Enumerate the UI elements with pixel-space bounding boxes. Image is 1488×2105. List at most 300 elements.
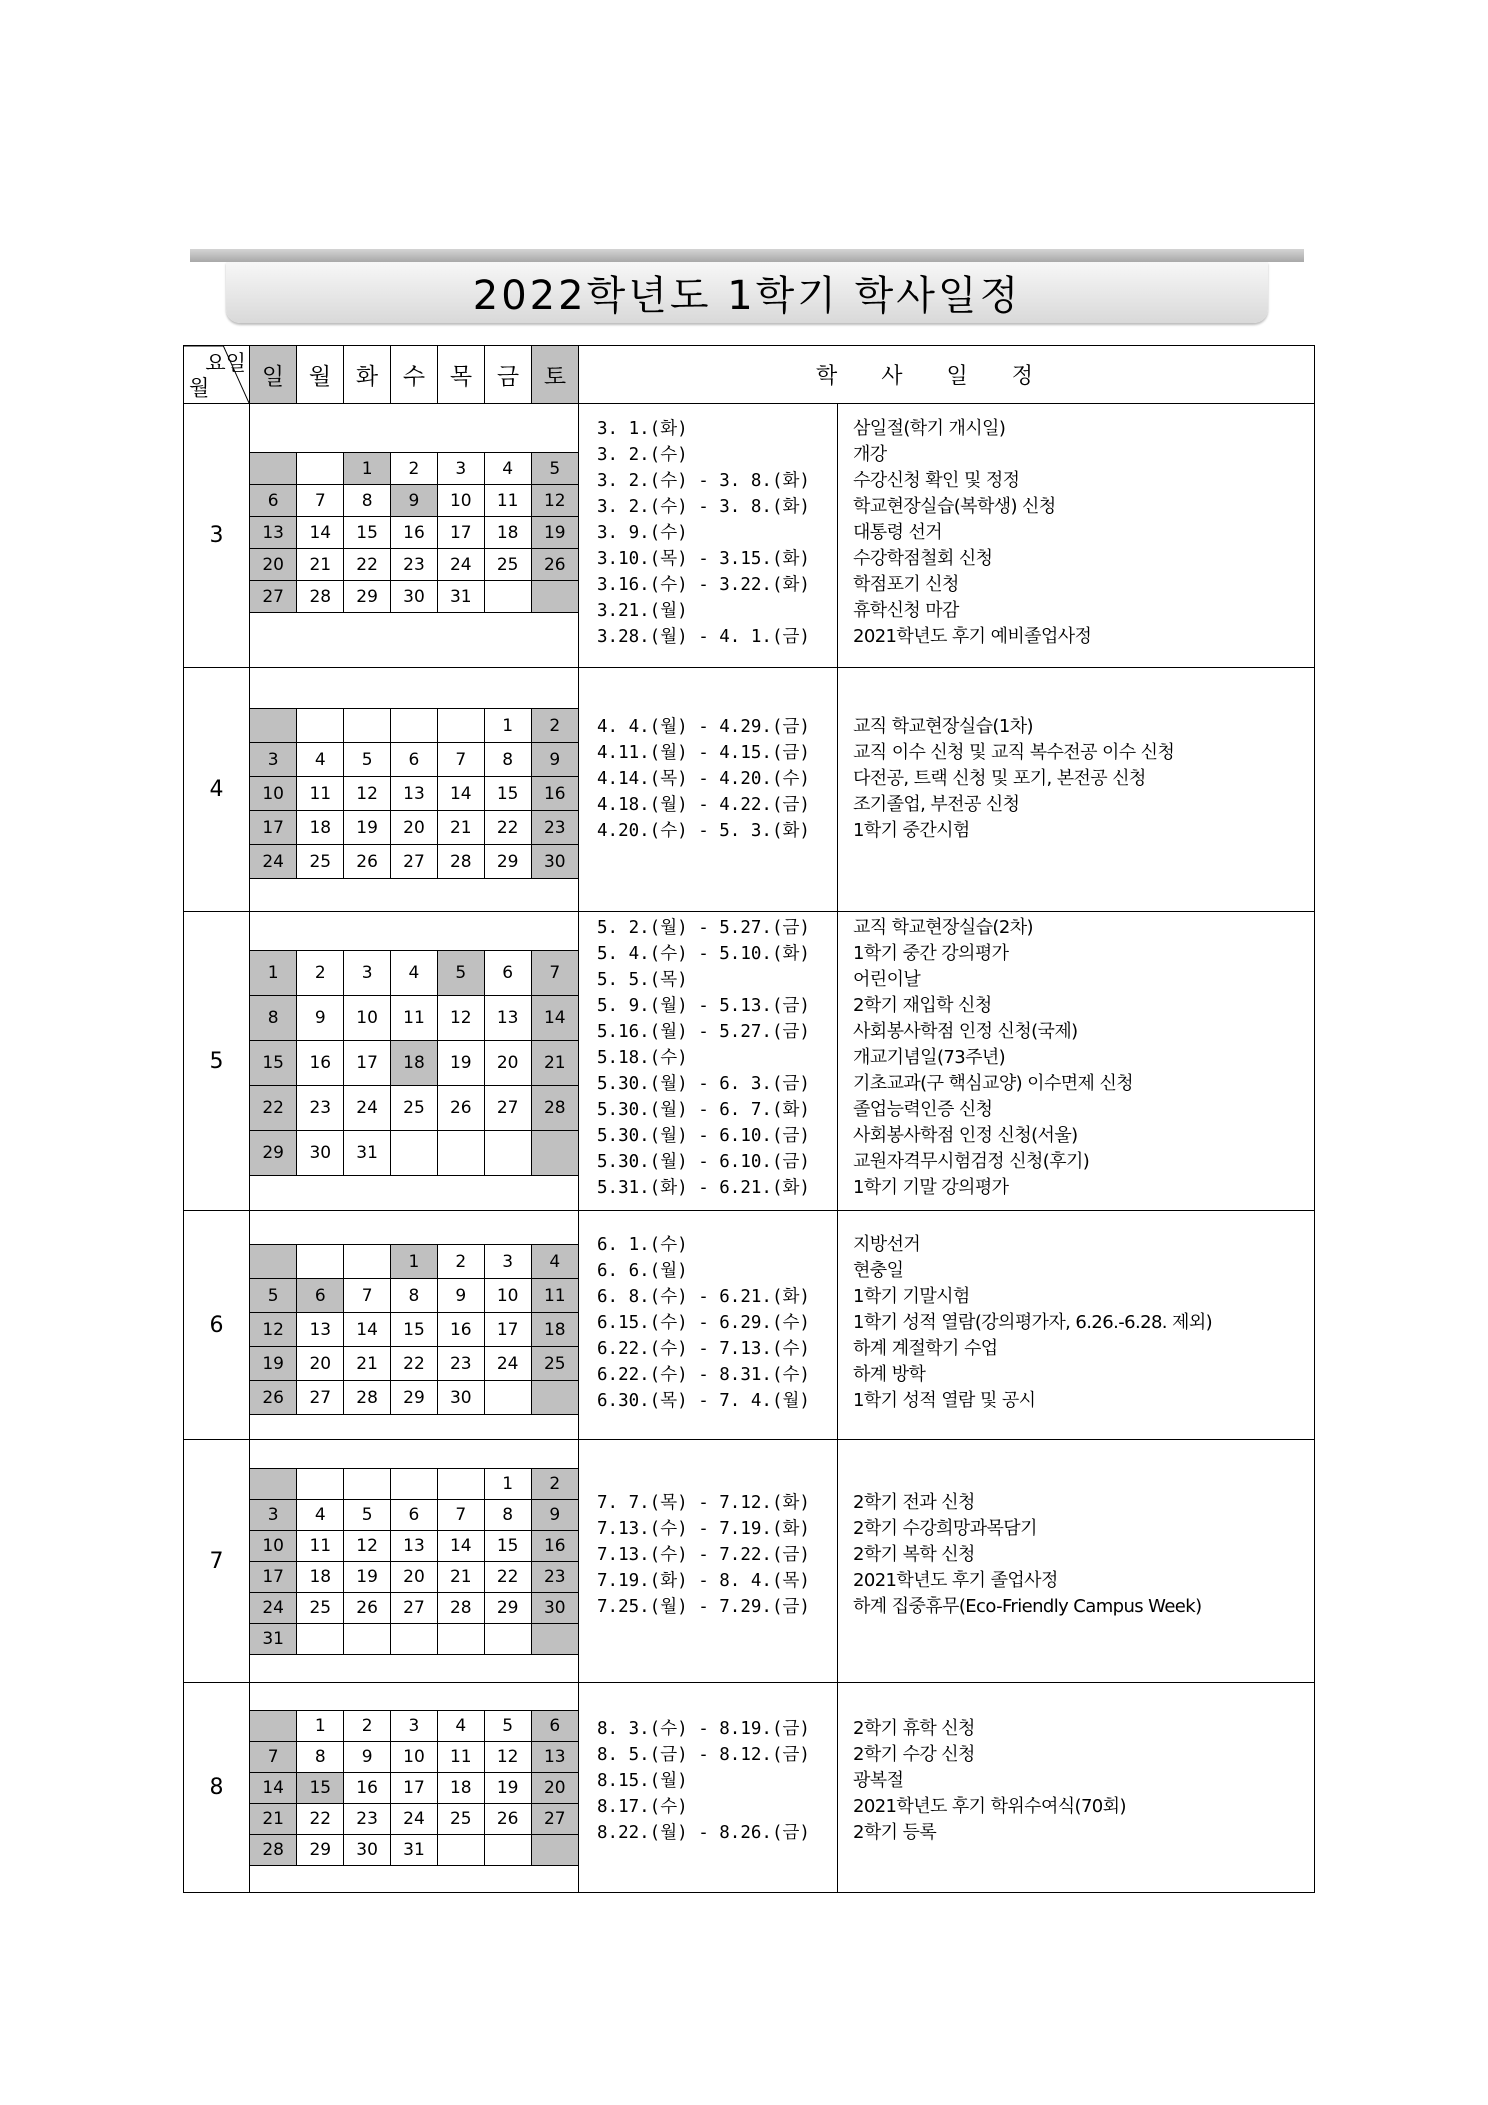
calendar-day: 10 [250, 1530, 297, 1561]
calendar-day: 12 [344, 1530, 391, 1561]
calendar-day: 27 [391, 1592, 438, 1623]
day-header-thu: 목 [438, 346, 485, 404]
event-date: 4.11.(월) - 4.15.(금) [597, 743, 810, 763]
calendar-week [250, 1835, 578, 1866]
event-description: 수강신청 확인 및 정정 [853, 470, 1020, 491]
calendar-day: 27 [250, 581, 297, 613]
event-date: 8.22.(월) - 8.26.(금) [597, 1823, 810, 1843]
event-date: 5.16.(월) - 5.27.(금) [597, 1022, 810, 1042]
day-header-wed: 수 [391, 346, 438, 404]
event-date: 4.18.(월) - 4.22.(금) [597, 795, 810, 815]
calendar-week [250, 1804, 578, 1835]
event-description: 광복절 [853, 1770, 904, 1791]
event-date: 5. 5.(목) [597, 970, 688, 990]
event-description: 대통령 선거 [853, 522, 943, 543]
calendar-day: 18 [437, 1773, 484, 1804]
calendar-week [250, 1773, 578, 1804]
calendar-day: 6 [391, 1499, 438, 1530]
calendar-day [531, 581, 578, 613]
calendar-spacer [250, 1866, 578, 1892]
calendar-spacer [250, 912, 578, 950]
event-date: 5.30.(월) - 6.10.(금) [597, 1152, 810, 1172]
calendar-week [250, 709, 578, 743]
calendar-day: 20 [250, 549, 297, 581]
calendar-week [250, 777, 578, 811]
calendar-spacer [250, 1216, 578, 1245]
title-banner [190, 249, 1304, 323]
calendar-day-empty [437, 1468, 484, 1499]
event-descriptions [838, 1211, 1315, 1440]
calendar-week [250, 1561, 578, 1592]
calendar-day: 15 [484, 1530, 531, 1561]
event-date: 6.22.(수) - 8.31.(수) [597, 1365, 810, 1385]
calendar-day: 13 [297, 1313, 344, 1347]
calendar-day: 22 [297, 1804, 344, 1835]
calendar-week [250, 453, 578, 485]
calendar-week [250, 1085, 578, 1130]
calendar-day [250, 1468, 297, 1499]
event-date: 7.13.(수) - 7.19.(화) [597, 1519, 810, 1539]
calendar-day: 3 [250, 1499, 297, 1530]
calendar-week [250, 485, 578, 517]
calendar-week [250, 1623, 578, 1654]
calendar-day: 11 [437, 1742, 484, 1773]
calendar-day: 31 [344, 1130, 391, 1175]
event-description: 2021학년도 후기 예비졸업사정 [853, 626, 1092, 647]
calendar-day: 24 [484, 1347, 531, 1381]
calendar-day: 18 [297, 1561, 344, 1592]
mini-calendar [250, 1684, 578, 1892]
calendar-day: 15 [391, 1313, 438, 1347]
calendar-week [250, 1711, 578, 1742]
event-descriptions [838, 1440, 1315, 1683]
calendar-day: 3 [437, 453, 484, 485]
calendar-day: 27 [297, 1381, 344, 1415]
calendar-day: 1 [391, 1245, 438, 1279]
month-row [184, 1683, 1315, 1893]
calendar-day: 25 [437, 1804, 484, 1835]
calendar-day: 19 [484, 1773, 531, 1804]
calendar-day: 21 [297, 549, 344, 581]
calendar-day: 7 [437, 1499, 484, 1530]
event-date: 4. 4.(월) - 4.29.(금) [597, 717, 810, 737]
calendar-day: 16 [531, 777, 578, 811]
mini-calendar [250, 912, 578, 1210]
calendar-week [250, 517, 578, 549]
calendar-week [250, 1130, 578, 1175]
event-date: 3. 2.(수) - 3. 8.(화) [597, 471, 810, 491]
calendar-day: 9 [531, 1499, 578, 1530]
calendar-day: 16 [437, 1313, 484, 1347]
event-description: 하계 계절학기 수업 [853, 1338, 998, 1359]
calendar-day: 5 [484, 1711, 531, 1742]
event-date: 3.16.(수) - 3.22.(화) [597, 575, 810, 595]
event-date: 5.30.(월) - 6. 7.(화) [597, 1100, 810, 1120]
calendar-day: 7 [297, 485, 344, 517]
calendar-day: 10 [484, 1279, 531, 1313]
calendar-day: 26 [344, 1592, 391, 1623]
calendar-day-empty [391, 1468, 438, 1499]
event-description: 지방선거 [853, 1234, 921, 1255]
event-date: 6.22.(수) - 7.13.(수) [597, 1339, 810, 1359]
calendar-day: 23 [344, 1804, 391, 1835]
calendar-day: 30 [297, 1130, 344, 1175]
calendar-day: 26 [250, 1381, 297, 1415]
event-description: 수강학점철회 신청 [853, 548, 993, 569]
calendar-day: 1 [484, 709, 531, 743]
calendar-day-empty [297, 1245, 344, 1279]
event-description: 삼일절(학기 개시일) [853, 418, 1006, 439]
calendar-day: 31 [250, 1623, 297, 1654]
calendar-day: 11 [484, 485, 531, 517]
calendar-day: 2 [437, 1245, 484, 1279]
mini-calendar-cell [250, 1683, 579, 1893]
event-description: 2021학년도 후기 학위수여식(70회) [853, 1796, 1126, 1817]
calendar-day: 9 [391, 485, 438, 517]
calendar-day: 24 [344, 1085, 391, 1130]
calendar-day [531, 1381, 578, 1415]
calendar-day: 8 [297, 1742, 344, 1773]
calendar-day-empty [391, 709, 438, 743]
calendar-day: 11 [297, 1530, 344, 1561]
calendar-day-empty [484, 1130, 531, 1175]
calendar-day: 29 [484, 845, 531, 879]
calendar-day: 7 [437, 743, 484, 777]
calendar-day: 5 [250, 1279, 297, 1313]
calendar-day: 3 [484, 1245, 531, 1279]
event-date: 3.28.(월) - 4. 1.(금) [597, 627, 810, 647]
mini-calendar-cell [250, 912, 579, 1211]
calendar-week [250, 950, 578, 995]
month-row [184, 668, 1315, 912]
event-date: 3.10.(목) - 3.15.(화) [597, 549, 810, 569]
event-description: 1학기 성적 열람(강의평가자, 6.26.-6.28. 제외) [853, 1312, 1213, 1333]
event-description: 1학기 성적 열람 및 공시 [853, 1390, 1036, 1411]
calendar-day: 17 [391, 1773, 438, 1804]
calendar-spacer [250, 1654, 578, 1682]
calendar-day: 7 [531, 950, 578, 995]
calendar-day: 3 [250, 743, 297, 777]
calendar-week [250, 1040, 578, 1085]
calendar-day: 15 [484, 777, 531, 811]
mini-calendar-cell [250, 1440, 579, 1683]
calendar-day: 9 [344, 1742, 391, 1773]
calendar-day-empty [297, 453, 344, 485]
event-dates [579, 912, 838, 1211]
calendar-day: 24 [250, 1592, 297, 1623]
calendar-day: 10 [391, 1742, 438, 1773]
calendar-day: 11 [531, 1279, 578, 1313]
event-date: 7.19.(화) - 8. 4.(목) [597, 1571, 810, 1591]
event-descriptions [838, 404, 1315, 668]
calendar-day: 1 [297, 1711, 344, 1742]
calendar-day-empty [437, 1130, 484, 1175]
calendar-spacer [250, 1175, 578, 1210]
mini-calendar [250, 435, 578, 637]
calendar-day-empty [344, 1623, 391, 1654]
calendar-spacer [250, 879, 578, 905]
calendar-day: 29 [297, 1835, 344, 1866]
calendar-day: 9 [437, 1279, 484, 1313]
calendar-day: 11 [297, 777, 344, 811]
event-description: 조기졸업, 부전공 신청 [853, 794, 1020, 815]
page-title: 2022학년도 1학기 학사일정 [472, 273, 1022, 319]
event-description: 2학기 휴학 신청 [853, 1718, 975, 1739]
event-description: 1학기 기말 강의평가 [853, 1177, 1009, 1198]
calendar-day: 22 [344, 549, 391, 581]
calendar-day: 28 [250, 1835, 297, 1866]
calendar-day: 18 [297, 811, 344, 845]
calendar-day: 23 [297, 1085, 344, 1130]
calendar-spacer [250, 1440, 578, 1468]
calendar-day-empty [484, 1835, 531, 1866]
calendar-day: 20 [484, 1040, 531, 1085]
calendar-day: 15 [250, 1040, 297, 1085]
academic-calendar-table [183, 345, 1315, 1893]
calendar-day: 16 [344, 1773, 391, 1804]
calendar-day: 29 [344, 581, 391, 613]
event-description: 1학기 기말시험 [853, 1286, 970, 1307]
calendar-day: 6 [484, 950, 531, 995]
calendar-day: 5 [531, 453, 578, 485]
month-number: 6 [184, 1211, 250, 1440]
event-date: 8.15.(월) [597, 1771, 688, 1791]
calendar-spacer [250, 1415, 578, 1435]
calendar-day: 3 [344, 950, 391, 995]
event-description: 어린이날 [853, 969, 921, 990]
calendar-day: 16 [297, 1040, 344, 1085]
calendar-day: 19 [250, 1347, 297, 1381]
calendar-day-empty [437, 1835, 484, 1866]
calendar-spacer [250, 1684, 578, 1711]
calendar-day: 10 [344, 995, 391, 1040]
event-description: 하계 방학 [853, 1364, 926, 1385]
calendar-day: 12 [484, 1742, 531, 1773]
event-description: 교직 학교현장실습(2차) [853, 917, 1033, 938]
calendar-week [250, 1592, 578, 1623]
calendar-day [250, 1245, 297, 1279]
calendar-day-empty [344, 1245, 391, 1279]
calendar-day: 12 [250, 1313, 297, 1347]
calendar-day: 30 [437, 1381, 484, 1415]
calendar-day: 28 [437, 845, 484, 879]
mini-calendar-cell [250, 404, 579, 668]
calendar-day: 29 [391, 1381, 438, 1415]
calendar-day: 14 [344, 1313, 391, 1347]
calendar-day: 18 [531, 1313, 578, 1347]
calendar-day: 8 [391, 1279, 438, 1313]
event-date: 4.14.(목) - 4.20.(수) [597, 769, 810, 789]
event-date: 5.18.(수) [597, 1048, 688, 1068]
calendar-day: 27 [391, 845, 438, 879]
event-dates [579, 668, 838, 912]
calendar-day: 4 [297, 743, 344, 777]
calendar-day: 17 [437, 517, 484, 549]
calendar-day: 3 [391, 1711, 438, 1742]
calendar-day: 31 [391, 1835, 438, 1866]
calendar-day: 1 [484, 1468, 531, 1499]
calendar-week [250, 1245, 578, 1279]
calendar-day: 16 [391, 517, 438, 549]
month-number: 4 [184, 668, 250, 912]
title-rule [190, 249, 1304, 262]
calendar-day: 24 [437, 549, 484, 581]
calendar-day: 6 [531, 1711, 578, 1742]
event-dates [579, 404, 838, 668]
calendar-day: 22 [484, 811, 531, 845]
month-row [184, 404, 1315, 668]
month-number: 5 [184, 912, 250, 1211]
event-description: 현충일 [853, 1260, 904, 1281]
day-header-mon: 월 [297, 346, 344, 404]
event-date: 8. 3.(수) - 8.19.(금) [597, 1719, 810, 1739]
calendar-day: 28 [297, 581, 344, 613]
day-header-sun: 일 [250, 346, 297, 404]
calendar-day: 19 [344, 811, 391, 845]
corner-day-label: 요일 [205, 351, 246, 375]
calendar-day-empty [297, 709, 344, 743]
calendar-day: 26 [437, 1085, 484, 1130]
event-date: 5. 9.(월) - 5.13.(금) [597, 996, 810, 1016]
calendar-day: 5 [344, 743, 391, 777]
event-date: 3. 2.(수) [597, 445, 688, 465]
event-date: 5.30.(월) - 6.10.(금) [597, 1126, 810, 1146]
calendar-week [250, 581, 578, 613]
calendar-day: 4 [531, 1245, 578, 1279]
calendar-day: 20 [391, 1561, 438, 1592]
event-dates [579, 1211, 838, 1440]
day-header-sat: 토 [532, 346, 579, 404]
event-description: 2학기 수강희망과목담기 [853, 1518, 1037, 1539]
calendar-day: 13 [250, 517, 297, 549]
calendar-day: 26 [484, 1804, 531, 1835]
calendar-day [250, 453, 297, 485]
calendar-day: 5 [437, 950, 484, 995]
calendar-day-empty [297, 1623, 344, 1654]
calendar-day: 25 [297, 845, 344, 879]
calendar-day: 14 [437, 777, 484, 811]
calendar-day: 25 [297, 1592, 344, 1623]
event-dates [579, 1440, 838, 1683]
calendar-day: 12 [437, 995, 484, 1040]
event-descriptions [838, 668, 1315, 912]
calendar-day-empty [391, 1130, 438, 1175]
schedule-header: 학사일정 [579, 346, 1315, 404]
event-description: 2학기 전과 신청 [853, 1492, 975, 1513]
calendar-day-empty [344, 1468, 391, 1499]
calendar-spacer [250, 613, 578, 637]
calendar-day: 13 [484, 995, 531, 1040]
calendar-day: 23 [437, 1347, 484, 1381]
event-date: 7. 7.(목) - 7.12.(화) [597, 1493, 810, 1513]
calendar-day: 20 [391, 811, 438, 845]
calendar-day: 6 [250, 485, 297, 517]
calendar-day: 7 [344, 1279, 391, 1313]
calendar-day: 29 [250, 1130, 297, 1175]
calendar-day: 16 [531, 1530, 578, 1561]
calendar-day: 12 [531, 485, 578, 517]
day-header-fri: 금 [485, 346, 532, 404]
calendar-day: 12 [344, 777, 391, 811]
event-description: 1학기 중간 강의평가 [853, 943, 1009, 964]
calendar-day: 21 [531, 1040, 578, 1085]
event-date: 8. 5.(금) - 8.12.(금) [597, 1745, 810, 1765]
event-date: 3. 1.(화) [597, 419, 688, 439]
calendar-day: 21 [344, 1347, 391, 1381]
event-dates [579, 1683, 838, 1893]
calendar-day: 25 [531, 1347, 578, 1381]
event-description: 개강 [853, 444, 887, 465]
calendar-day: 27 [531, 1804, 578, 1835]
calendar-day: 24 [391, 1804, 438, 1835]
calendar-day: 18 [391, 1040, 438, 1085]
event-description: 2학기 등록 [853, 1822, 937, 1843]
calendar-day-empty [484, 1623, 531, 1654]
calendar-week [250, 995, 578, 1040]
calendar-day: 13 [391, 1530, 438, 1561]
calendar-day: 30 [531, 845, 578, 879]
event-description: 휴학신청 마감 [853, 600, 959, 621]
corner-month-label: 월 [189, 376, 210, 400]
calendar-day-empty [437, 709, 484, 743]
event-description: 하계 집중휴무(Eco-Friendly Campus Week) [853, 1596, 1202, 1617]
calendar-day: 22 [250, 1085, 297, 1130]
calendar-day-empty [437, 1623, 484, 1654]
calendar-day: 21 [437, 811, 484, 845]
event-date: 6.30.(목) - 7. 4.(월) [597, 1391, 810, 1411]
calendar-day: 27 [484, 1085, 531, 1130]
mini-calendar-cell [250, 668, 579, 912]
calendar-day: 1 [344, 453, 391, 485]
calendar-day: 17 [250, 1561, 297, 1592]
month-row [184, 1440, 1315, 1683]
event-date: 8.17.(수) [597, 1797, 688, 1817]
calendar-day-empty [344, 709, 391, 743]
calendar-day: 26 [344, 845, 391, 879]
calendar-day: 19 [437, 1040, 484, 1085]
calendar-day [250, 709, 297, 743]
calendar-day: 8 [484, 743, 531, 777]
calendar-day: 9 [297, 995, 344, 1040]
calendar-day: 14 [250, 1773, 297, 1804]
day-header-tue: 화 [344, 346, 391, 404]
calendar-day: 23 [531, 1561, 578, 1592]
calendar-day: 28 [531, 1085, 578, 1130]
calendar-day: 19 [531, 517, 578, 549]
event-description: 기초교과(구 핵심교양) 이수면제 신청 [853, 1073, 1134, 1094]
event-description: 졸업능력인증 신청 [853, 1099, 993, 1120]
calendar-day: 30 [531, 1592, 578, 1623]
calendar-week [250, 1381, 578, 1415]
calendar-week [250, 1499, 578, 1530]
calendar-day: 18 [484, 517, 531, 549]
calendar-day [250, 1711, 297, 1742]
calendar-day: 4 [391, 950, 438, 995]
event-date: 3.21.(월) [597, 601, 688, 621]
event-description: 학점포기 신청 [853, 574, 959, 595]
calendar-day-empty [484, 581, 531, 613]
calendar-day: 17 [250, 811, 297, 845]
calendar-day: 17 [344, 1040, 391, 1085]
calendar-day: 8 [250, 995, 297, 1040]
calendar-spacer [250, 675, 578, 709]
event-date: 7.13.(수) - 7.22.(금) [597, 1545, 810, 1565]
event-description: 개교기념일(73주년) [853, 1047, 1006, 1068]
calendar-week [250, 1347, 578, 1381]
corner-cell [184, 346, 250, 404]
calendar-day: 10 [250, 777, 297, 811]
calendar-day: 23 [531, 811, 578, 845]
